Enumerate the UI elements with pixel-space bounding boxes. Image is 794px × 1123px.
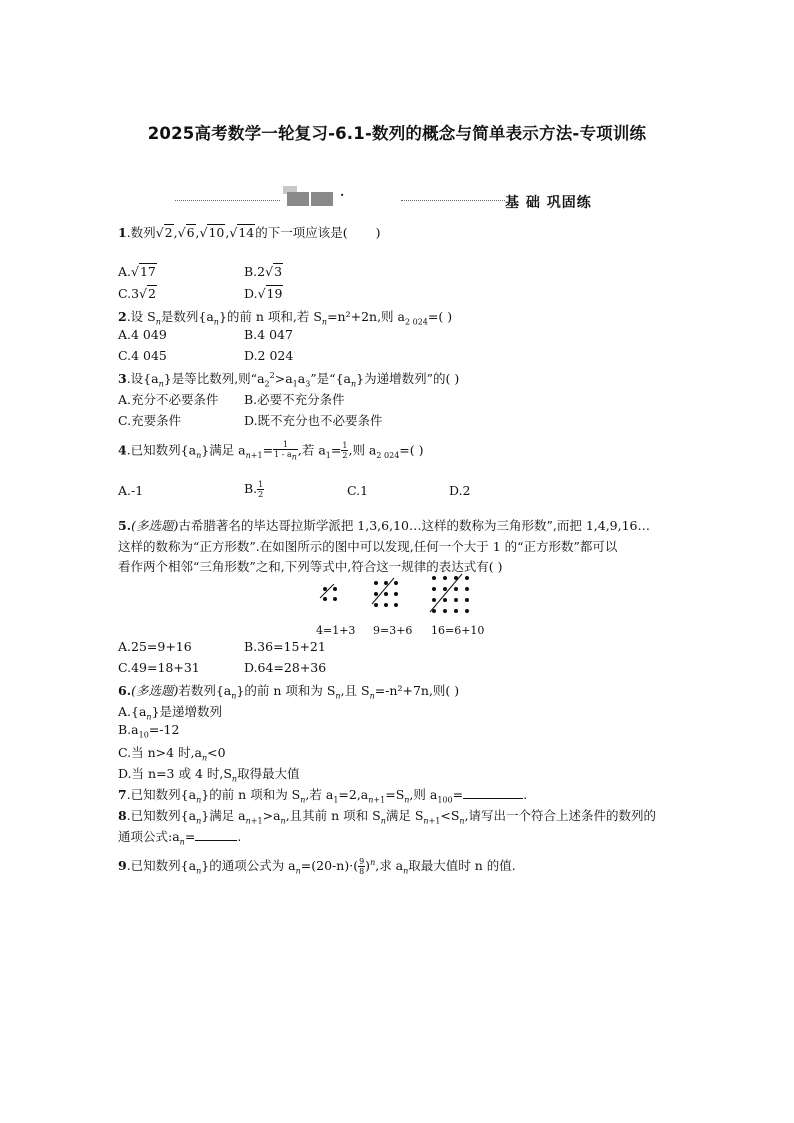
question-3: 3.设$\{a_n\}$是等比数列,则“$a_2^2>a_1a_3$”是“$\{a_n\}$为递增数列”的( ) [118,370,460,389]
question-1: 1.数列√2,√6,√10,√14的下一项应该是( ) [118,225,381,240]
banner-dot: · [340,188,345,202]
option-d: D.2 [449,483,471,498]
dot-diagram [310,572,490,624]
option-a: A.4 049 [118,327,167,342]
figure-label: 9=3+6 [373,624,413,637]
option-b: $B.a_{10}=-12$ [118,722,180,740]
answer-blank [463,788,523,799]
option-c: C.1 [347,483,369,498]
option-a: A.√17 [118,264,156,279]
option-d: D.√19 [244,286,283,301]
option-d: D.当 n=3 或 4 时$,S_n$取得最大值 [118,766,300,784]
question-7: 7.已知数列$\{a_n\}$的前 n 项和为 $S_n$,若 $a_1=2,a_{n+1}=S_n$,则 $a_{100}=$ . [118,787,528,805]
figure-label: 4=1+3 [316,624,356,637]
option-b: B. $\frac{1}{2}$ [244,480,264,499]
question-8-line-2: 通项公式$:a_n=$ . [118,829,242,847]
figure-label: 16=6+10 [431,624,485,637]
option-b: B.4 047 [244,327,293,342]
option-c: C.充要条件 [118,413,182,428]
question-2: 2.设 $S_n$是数列$\{a_n\}$的前 n 项和,若 $S_n=n^2+2n$,则 $a_{2 024}=$( ) [118,309,453,327]
question-5-line-3: 看作两个相邻“三角形数”之和,下列等式中,符合这一规律的表达式有( ) [118,559,503,574]
question-5: 5.(多选题)古希腊著名的毕达哥拉斯学派把 1,3,6,10…这样的数称为三角形数”,而把 1,4,9,16… [118,518,651,533]
option-b: B.必要不充分条件 [244,392,345,407]
banner-decoration [311,192,333,206]
option-c: C.49=18+31 [118,660,200,675]
page-title: 2025高考数学一轮复习-6.1-数列的概念与简单表示方法-专项训练 [147,124,647,143]
option-d: D.2 024 [244,348,294,363]
option-b: B.2√3 [244,264,283,279]
dotted-rule-left [175,200,280,201]
option-d: D.既不充分也不必要条件 [244,413,383,428]
option-a: $A.\{a_n\}$是递增数列 [118,704,223,722]
option-a: A.25=9+16 [118,639,192,654]
question-5-line-2: 这样的数称为“正方形数”.在如图所示的图中可以发现,任何一个大于 1 的“正方形数”都可以 [118,539,618,554]
option-d: D.64=28+36 [244,660,327,675]
section-banner [175,186,625,214]
question-8: 8.已知数列$\{a_n\}$满足 $a_{n+1}>a_n$,且其前 n 项和 $S_n$满足 $S_{n+1}<S_n$,请写出一个符合上述条件的数列的 [118,808,657,826]
option-a: A.充分不必要条件 [118,392,219,407]
option-c: C.3√2 [118,286,156,301]
option-c: C.4 045 [118,348,167,363]
section-label: 基 础 巩固练 [505,195,592,211]
question-6: 6.(多选题)若数列$\{a_n\}$的前 n 项和为 $S_n$,且 $S_n=-n^2+7n$,则( ) [118,683,460,701]
answer-blank [195,830,237,841]
option-a: A.-1 [118,483,144,498]
option-b: B.36=15+21 [244,639,326,654]
dotted-rule-right [401,200,505,201]
question-4: 4.已知数列$\{a_n\}$满足 $a_{n+1}=$ $\frac{1}{1 - a_n}$ ,若 $a_1=$ $\frac{1}{2}$ ,则 $a_{2 024}=$( ) [118,440,424,462]
banner-decoration [287,192,309,206]
question-9: 9.已知数列$\{a_n\}$的通项公式为 $a_n=(20-n)\cdot$( $\frac{9}{8}$ )$^n$,求 $a_n$取最大值时 n 的值. [118,857,516,876]
option-c: C.当 n>4 时$,a_n<0$ [118,745,226,763]
